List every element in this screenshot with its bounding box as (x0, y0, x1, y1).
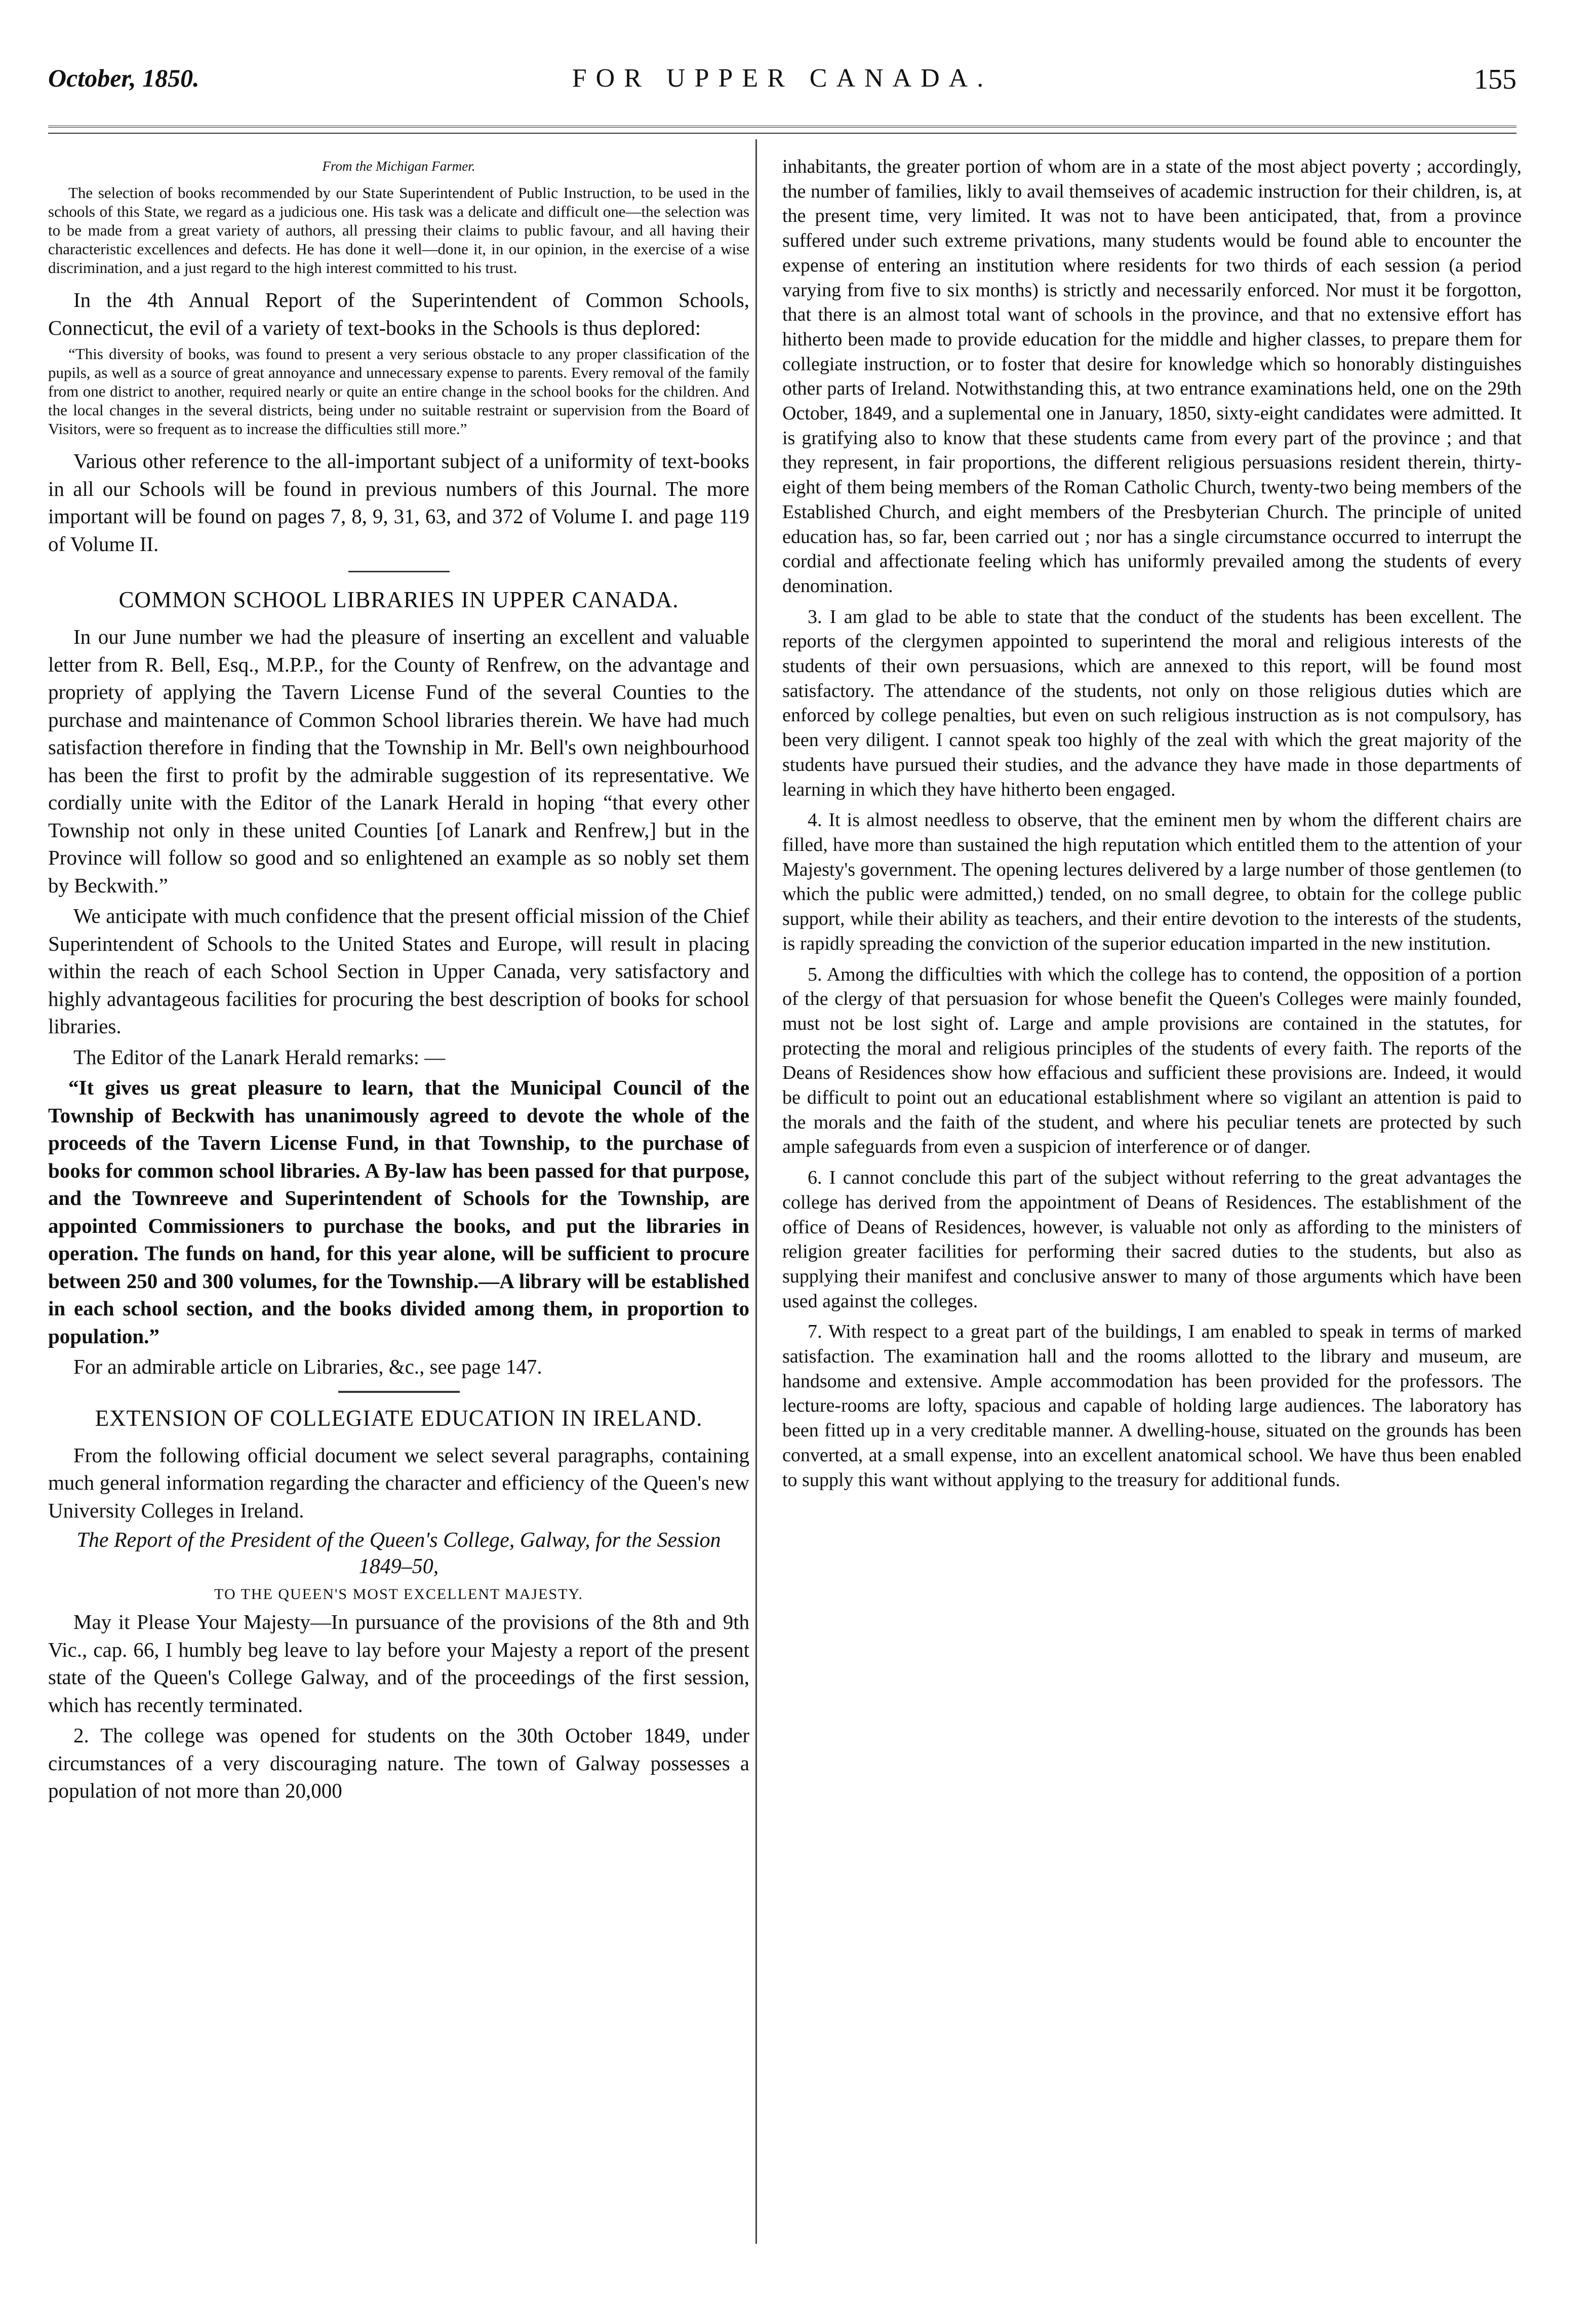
block-quote: “It gives us great pleasure to learn, that the Municipal Council of the Township of Beckwith has unanimously agreed to devote the whole of the proceeds of the Tavern License Fund, in that Township, to the purchase of books for common school libraries. A By-law has been passed for that purpose, and the Townreeve and Superintendent of Schools for the Township, are appointed Commissioners to purchase the books, and put the libraries in operation. The funds on hand, for this year alone, will be sufficient to procure between 250 and 300 volumes, for the Township.—A library will be established in each school section, and the books divided among them, in proportion to population.” (48, 1076, 749, 1348)
paragraph: We anticipate with much confidence that the present official mission of the Chief Superintendent of Schools to the United States and Europe, will result in placing within the reach of each School Section in Upper Canada, very satisfactory and highly advantageous facilities for procuring the best description of books for school libraries. (48, 904, 749, 1038)
left-column (48, 154, 749, 2246)
paragraph: 3. I am glad to be able to state that the conduct of the students has been excellent. The reports of the clergymen appointed to superintend the moral and religious interests of the students of their own persuasions, which are annexed to this report, will be found most satisfactory. The attendance of the students, not only on those religious duties which are enforced by college penalties, but even on such religious instruction as is not compulsory, has been very diligent. I cannot speak too highly of the zeal with which the great majority of the students have pursued their studies, and the advance they have made in those departments of learning in which they have hitherto been engaged. (782, 606, 1522, 800)
header-title: FOR UPPER CANADA. (572, 64, 993, 93)
page-number: 155 (1474, 64, 1517, 95)
paragraph: May it Please Your Majesty—In pursuance of the provisions of the 8th and 9th Vic., cap. 66, I humbly beg leave to lay before your Majesty a report of the present state of the Queen's College Galway, and of the proceedings of the first session, which has recently terminated. (48, 1610, 749, 1717)
source-attribution: From the Michigan Farmer. (322, 159, 475, 174)
running-header (48, 63, 1517, 99)
paragraph: The Editor of the Lanark Herald remarks: — (73, 1045, 446, 1069)
section-rule (348, 571, 450, 572)
section-heading: EXTENSION OF COLLEGIATE EDUCATION IN IRELAND. (95, 1405, 703, 1431)
paragraph: For an admirable article on Libraries, &c., see page 147. (73, 1355, 542, 1378)
header-date: October, 1850. (48, 64, 200, 92)
paragraph: 7. With respect to a great part of the buildings, I am enabled to speak in terms of marked satisfaction. The examination hall and the rooms allotted to the library and museum, are handsome and extensive. Ample accommodation has been provided for the professors. The lecture-rooms are lofty, spacious and capable of holding large audiences. The laboratory has been fitted up in a very creditable manner. A dwelling-house, situated on the grounds has been converted, at a small expense, into an excellent anatomical school. We have thus been enabled to supply this want without applying to the treasury for additional funds. (782, 1321, 1522, 1491)
paragraph: In the 4th Annual Report of the Superintendent of Common Schools, Connecticut, the evil of a variety of text-books in the Schools is thus deplored: (48, 288, 749, 339)
paragraph: 6. I cannot conclude this part of the subject without referring to the great advantages the college has derived from the appointment of Deans of Residences. The establishment of the office of Deans of Residences, however, is valuable not only as affording to the ministers of religion greater facilities for performing their sacred duties to the students, but also as supplying their manifest and conclusive answer to many of those arguments which have been used against the colleges. (782, 1167, 1522, 1312)
paragraph: Various other reference to the all-important subject of a uniformity of text-books in all our Schools will be found in previous numbers of this Journal. The more important will be found on pages 7, 8, 9, 31, 63, and 372 of Volume I. and page 119 of Volume II. (48, 449, 749, 556)
header-rule (48, 126, 1517, 128)
section-heading: COMMON SCHOOL LIBRARIES IN UPPER CANADA. (118, 587, 679, 612)
right-column (782, 154, 1522, 2246)
section-rule (338, 1391, 460, 1393)
report-title: The Report of the President of the Queen's College, Galway, for the Session 1849–50, (76, 1529, 721, 1578)
paragraph: In our June number we had the pleasure of inserting an excellent and valuable letter from R. Bell, Esq., M.P.P., for the County of Renfrew, on the advantage and propriety of applying the Tavern License Fund of the several Counties to the purchase and maintenance of Common School libraries therein. We have had much satisfaction therefore in finding that the Township in Mr. Bell's own neighbourhood has been the first to profit by the admirable suggestion of its representative. We cordially unite with the Editor of the Lanark Herald in hoping “that every other Township not only in these united Counties [of Lanark and Renfrew,] but in the Province will follow so good and so enlightened an example as so nobly set them by Beckwith.” (48, 625, 749, 897)
block-quote: “This diversity of books, was found to present a very serious obstacle to any proper classification of the pupils, as well as a source of great annoyance and unnecessary expense to parents. Every removal of the family from one district to another, required nearly or quite an entire change in the school books for the children. And the local changes in the several districts, being under no suitable restraint or supervision from the Board of Visitors, were so frequent as to increase the difficulties still more.” (48, 345, 749, 438)
paragraph: 5. Among the difficulties with which the college has to contend, the opposition of a portion of the clergy of that persuasion for whose benefit the Queen's Colleges were mainly founded, must not be lost sight of. Large and ample provisions are contained in the statutes, for protecting the moral and religious principles of the students of every faith. The reports of the Deans of Residences show how effacious and sufficient these provisions are. Indeed, it would be difficult to point out an educational establishment where so vigilant an attention is paid to the morals and the faith of the student, and where his peculiar tenets are protected by such ample safeguards from even a suspicion of interference or of danger. (782, 963, 1522, 1158)
intro-paragraph: The selection of books recommended by our State Superintendent of Public Instruction, to be used in the schools of this State, we regard as a judicious one. His task was a delicate and difficult one—the selection was to be made from a great variety of authors, all pressing their claims to public favour, and all having their characteristic excellences and defects. He has done it well—done it, in our opinion, in the exercise of a wise discrimination, and a just regard to the high interest committed to his trust. (48, 184, 749, 277)
paragraph: 4. It is almost needless to observe, that the eminent men by whom the different chairs are filled, have more than sustained the high reputation which entitled them to the attention of your Majesty's government. The opening lectures delivered by a large number of those gentlemen (to which the public were admitted,) tended, on no small degree, to obtain for the college public support, while their ability as teachers, and their entire devotion to the interests of the students, is rapidly spreading the conviction of the superior education imparted in the new institution. (782, 809, 1522, 954)
paragraph: inhabitants, the greater portion of whom are in a state of the most abject poverty ; accordingly, the number of families, likly to avail themseives of academic instruction for their children, is, at the present time, very limited. It was not to have been anticipated, that, from a province suffered under such extreme privations, many students would be found able to encounter the expense of entering an institution where residents for two thirds of each session (a period varying from five to six months) is strictly and necessarily enforced. Nor must it be forgotton, that there is an almost total want of schools in the province, and that no extensive effort has hitherto been made to provide education for the middle and higher classes, to prepare them for collegiate instruction, or to foster that desire for knowledge which so honorably distinguishes other parts of Ireland. Notwithstanding this, at two entrance examinations held, one on the 29th October, 1849, and a suplemental one in January, 1850, sixty-eight candidates were admitted. It is gratifying also to know that these students came from every part of the province ; and that they represent, in fair proportions, the different religious persuasions resident therein, thirty-eight of them being members of the Roman Catholic Church, twenty-two being members of the Established Church, and eight members of the Presbyterian Church. The principle of united education has, so far, been carried out ; nor has a single circumstance occurred to interrupt the cordial and affectionate feeling which has uniformly prevailed among the students of every denomination. (782, 156, 1522, 597)
column-divider (755, 139, 757, 2244)
report-address: TO THE QUEEN'S MOST EXCELLENT MAJESTY. (214, 1586, 583, 1603)
header-rule-thin (48, 133, 1517, 134)
paragraph: 2. The college was opened for students on the 30th October 1849, under circumstances of a very discouraging nature. The town of Galway possesses a population of not more than 20,000 (48, 1724, 749, 1802)
paragraph: From the following official document we select several paragraphs, containing much general information regarding the character and efficiency of the Queen's new University Colleges in Ireland. (48, 1443, 749, 1522)
